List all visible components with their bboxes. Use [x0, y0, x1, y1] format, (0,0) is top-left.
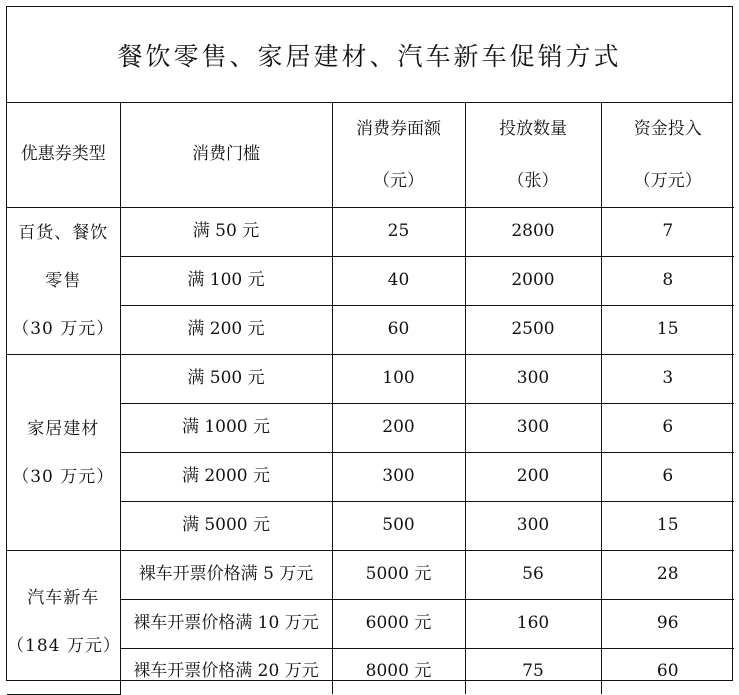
- funds-cell: 15: [601, 306, 734, 355]
- face-value-cell: 25: [332, 208, 465, 257]
- face-value-cell: 100: [332, 355, 465, 404]
- funds-cell: 6: [601, 404, 734, 453]
- funds-cell: 3: [601, 355, 734, 404]
- face-value-cell: 6000 元: [332, 600, 465, 649]
- quantity-cell: 160: [465, 600, 601, 649]
- header-funds-unit: （万元）: [633, 171, 702, 191]
- header-quantity-unit: （张）: [507, 171, 559, 191]
- threshold-cell: 满 2000 元: [120, 453, 332, 502]
- quantity-cell: 2000: [465, 257, 601, 306]
- promotion-table: [7, 103, 734, 695]
- header-funds-label: 资金投入: [633, 119, 702, 139]
- funds-cell: 6: [601, 453, 734, 502]
- threshold-cell: 满 200 元: [120, 306, 332, 355]
- face-value-cell: 500: [332, 502, 465, 551]
- funds-cell: 96: [601, 600, 734, 649]
- header-face-value: [332, 103, 465, 208]
- funds-cell: 15: [601, 502, 734, 551]
- table-row: [7, 551, 734, 600]
- header-quantity: [465, 103, 601, 208]
- table-row: [7, 355, 734, 404]
- coupon-group-label: [7, 208, 120, 355]
- coupon-group-label: [7, 551, 120, 695]
- header-face-value-unit: （元）: [373, 171, 424, 191]
- promotion-document: [6, 6, 733, 681]
- threshold-cell: 满 500 元: [120, 355, 332, 404]
- threshold-cell: 满 100 元: [120, 257, 332, 306]
- quantity-cell: 75: [465, 649, 601, 695]
- face-value-cell: 300: [332, 453, 465, 502]
- face-value-cell: 8000 元: [332, 649, 465, 695]
- face-value-cell: 40: [332, 257, 465, 306]
- header-quantity-label: 投放数量: [499, 119, 567, 139]
- quantity-cell: 56: [465, 551, 601, 600]
- document-title: 餐饮零售、家居建材、汽车新车促销方式: [7, 7, 732, 103]
- header-coupon-type: 优惠券类型: [7, 103, 120, 208]
- threshold-cell: 满 1000 元: [120, 404, 332, 453]
- quantity-cell: 200: [465, 453, 601, 502]
- threshold-cell: 满 5000 元: [120, 502, 332, 551]
- coupon-group-label-line: （30 万元）: [12, 466, 115, 487]
- coupon-group-label-line: （30 万元）: [12, 319, 115, 339]
- funds-cell: 28: [601, 551, 734, 600]
- coupon-group-label-line: 汽车新车: [27, 588, 100, 609]
- funds-cell: 8: [601, 257, 734, 306]
- header-row: [7, 103, 734, 208]
- quantity-cell: 300: [465, 404, 601, 453]
- face-value-cell: 60: [332, 306, 465, 355]
- coupon-group-label-line: 零售: [45, 271, 82, 291]
- face-value-cell: 5000 元: [332, 551, 465, 600]
- header-threshold: 消费门槛: [120, 103, 332, 208]
- quantity-cell: 2800: [465, 208, 601, 257]
- quantity-cell: 300: [465, 355, 601, 404]
- coupon-group-label-line: （184 万元）: [7, 636, 121, 657]
- face-value-cell: 200: [332, 404, 465, 453]
- promotion-table-body: [7, 103, 734, 694]
- threshold-cell: 满 50 元: [120, 208, 332, 257]
- funds-cell: 60: [601, 649, 734, 695]
- threshold-cell: 裸车开票价格满 10 万元: [120, 600, 332, 649]
- header-face-value-label: 消费券面额: [356, 119, 441, 139]
- coupon-group-label: [7, 355, 120, 551]
- coupon-group-label-line: 百货、餐饮: [18, 223, 109, 243]
- quantity-cell: 300: [465, 502, 601, 551]
- funds-cell: 7: [601, 208, 734, 257]
- quantity-cell: 2500: [465, 306, 601, 355]
- table-row: [7, 208, 734, 257]
- coupon-group-label-line: 家居建材: [27, 418, 100, 439]
- threshold-cell: 裸车开票价格满 5 万元: [120, 551, 332, 600]
- threshold-cell: 裸车开票价格满 20 万元: [120, 649, 332, 695]
- header-funds: [601, 103, 734, 208]
